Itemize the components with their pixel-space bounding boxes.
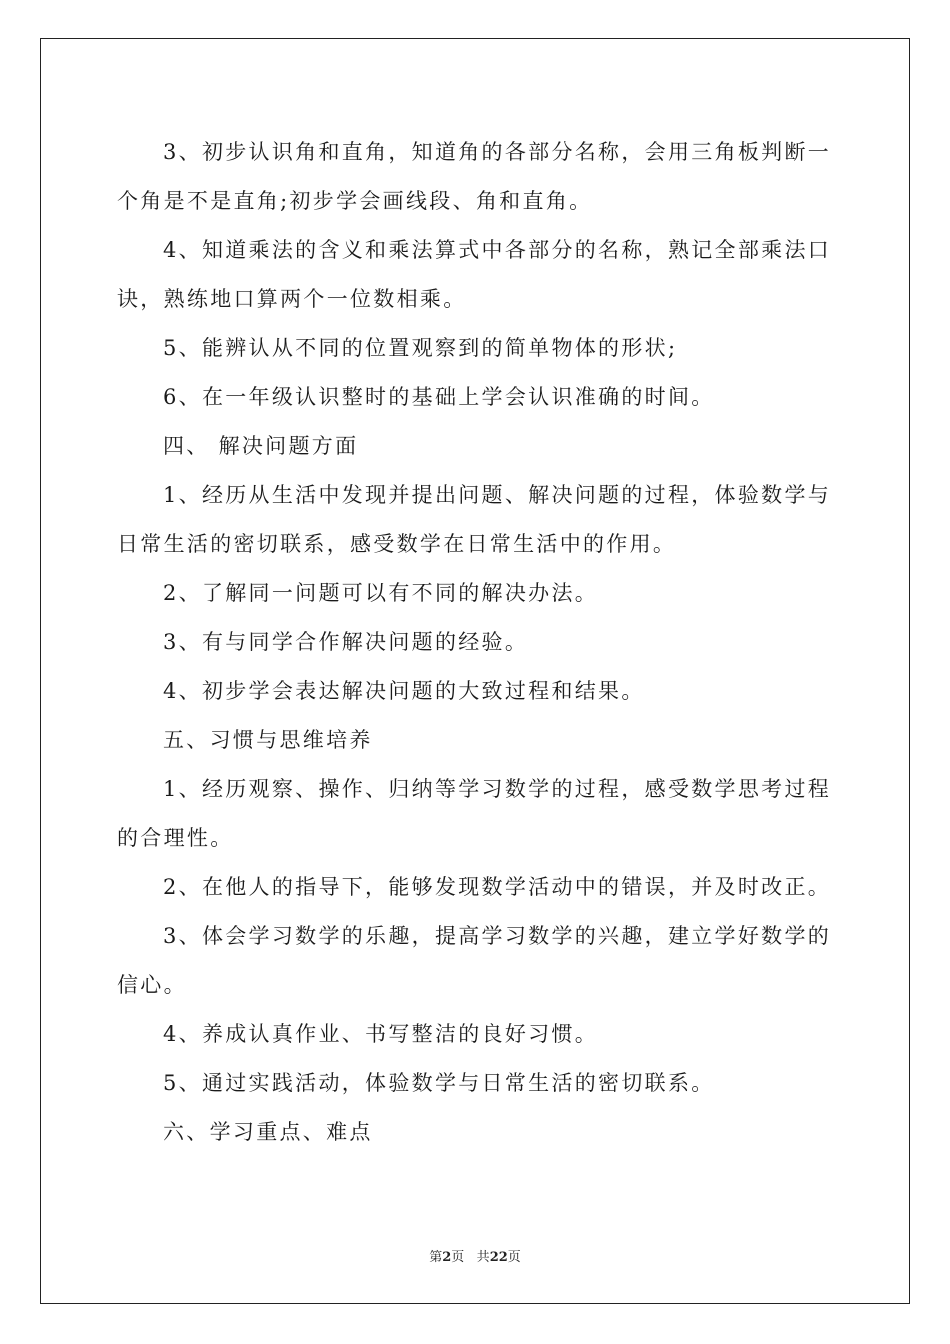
paragraph: 5、能辨认从不同的位置观察到的简单物体的形状; [163,336,678,360]
current-page-number: 2 [442,1250,452,1265]
paragraph: 1、经历从生活中发现并提出问题、解决问题的过程，体验数学与日常生活的密切联系，感受数学在日常生活中的作用。 [117,483,832,556]
section-heading: 四、 解决问题方面 [163,434,359,458]
section-heading: 五、习惯与思维培养 [163,728,373,752]
document-body [117,128,835,1157]
paragraph: 3、有与同学合作解决问题的经验。 [163,630,529,654]
footer-total-suffix: 页 [507,1250,521,1265]
footer-prefix: 第 [429,1250,443,1265]
footer-total-prefix: 共 [476,1250,490,1265]
footer-page-suffix: 页 [451,1250,465,1265]
paragraph: 3、初步认识角和直角，知道角的各部分名称，会用三角板判断一个角是不是直角;初步学会画线段、角和直角。 [117,140,832,213]
paragraph: 6、在一年级认识整时的基础上学会认识准确的时间。 [163,385,715,409]
paragraph: 1、经历观察、操作、归纳等学习数学的过程，感受数学思考过程的合理性。 [117,777,832,850]
paragraph: 4、初步学会表达解决问题的大致过程和结果。 [163,679,645,703]
section-heading: 六、学习重点、难点 [163,1120,373,1144]
paragraph: 4、养成认真作业、书写整洁的良好习惯。 [163,1022,599,1046]
paragraph: 2、在他人的指导下，能够发现数学活动中的错误，并及时改正。 [163,875,832,899]
paragraph: 2、了解同一问题可以有不同的解决办法。 [163,581,599,605]
page-footer [0,1246,950,1265]
total-page-count: 22 [489,1250,508,1265]
paragraph: 3、体会学习数学的乐趣，提高学习数学的兴趣，建立学好数学的信心。 [117,924,832,997]
paragraph: 4、知道乘法的含义和乘法算式中各部分的名称，熟记全部乘法口诀，熟练地口算两个一位数相乘。 [117,238,832,311]
paragraph: 5、通过实践活动，体验数学与日常生活的密切联系。 [163,1071,715,1095]
